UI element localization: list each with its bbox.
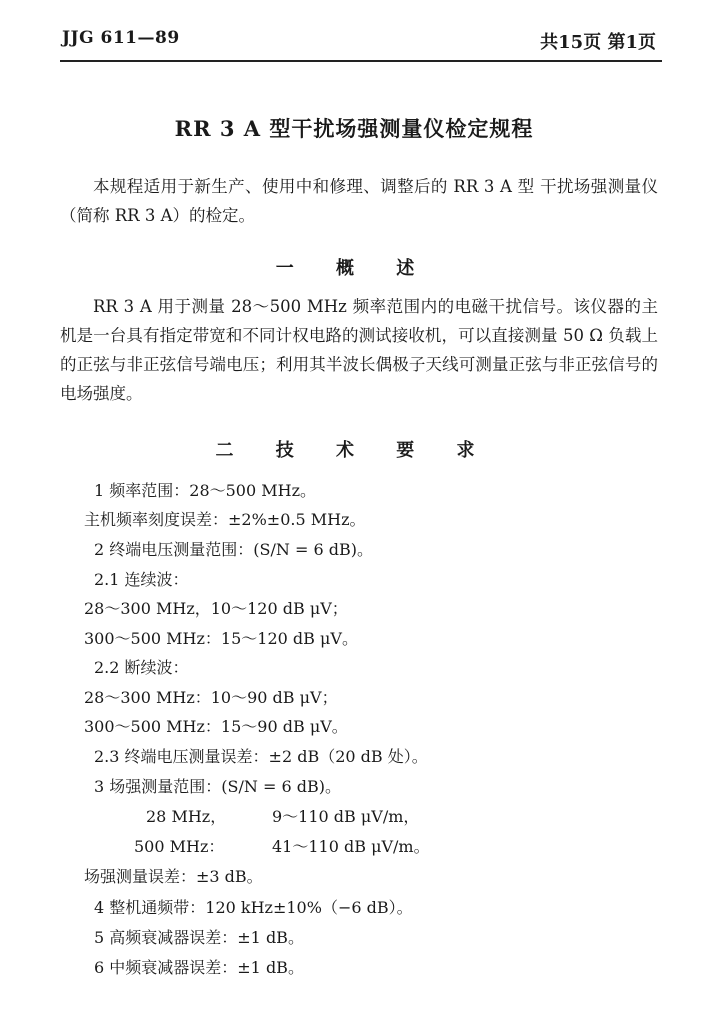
list-item: 6 中频衰减器误差：±1 dB。 <box>94 958 304 977</box>
doc-code: JJG 611—89 <box>62 28 180 48</box>
list-item: 41～110 dB μV/m。 <box>272 837 430 856</box>
list-item: 主机频率刻度误差：±2%±0.5 MHz。 <box>84 510 366 529</box>
header-rule <box>60 60 662 62</box>
list-item: 2 终端电压测量范围：(S/N = 6 dB)。 <box>94 540 373 559</box>
list-item: 4 整机通频带：120 kHz±10%（−6 dB）。 <box>94 898 413 917</box>
list-item: 2.3 终端电压测量误差：±2 dB（20 dB 处）。 <box>94 747 428 766</box>
list-item: 2.2 断续波： <box>94 658 189 677</box>
list-item: 2.1 连续波： <box>94 570 189 589</box>
list-item: 场强测量误差：±3 dB。 <box>84 867 263 886</box>
list-item: 5 高频衰减器误差：±1 dB。 <box>94 928 304 947</box>
list-item: 3 场强测量范围：(S/N = 6 dB)。 <box>94 777 341 796</box>
document-title: RR 3 A 型干扰场强测量仪检定规程 <box>174 116 534 141</box>
intro-paragraph: 本规程适用于新生产、使用中和修理、调整后的 RR 3 A 型 干扰场强测量仪（简称 RR 3 A）的检定。 <box>60 177 658 225</box>
section-heading-overview: 一 概 述 <box>275 258 433 279</box>
list-item: 28～300 MHz，10～120 dB μV； <box>84 599 348 618</box>
overview-paragraph: RR 3 A 用于测量 28～500 MHz 频率范围内的电磁干扰信号。该仪器的主机是一台具有指定带宽和不同计权电路的测试接收机，可以直接测量 50 Ω 负载上的正弦与非正弦信号端电压；利用其半波长偶极子天线可测量正弦与非正弦信号的电场强度。 <box>60 297 658 403</box>
list-item: 300～500 MHz：15～90 dB μV。 <box>84 717 348 736</box>
list-item: 28～300 MHz：10～90 dB μV； <box>84 688 338 707</box>
list-item: 500 MHz： <box>134 837 225 856</box>
list-item: 300～500 MHz：15～120 dB μV。 <box>84 629 358 648</box>
page-info: 共15页 第1页 <box>540 32 656 53</box>
list-item: 1 频率范围：28～500 MHz。 <box>94 481 317 500</box>
list-item: 28 MHz， <box>146 807 227 826</box>
section-heading-tech: 二 技 术 要 求 <box>215 440 493 461</box>
list-item: 9～110 dB μV/m， <box>272 807 420 826</box>
